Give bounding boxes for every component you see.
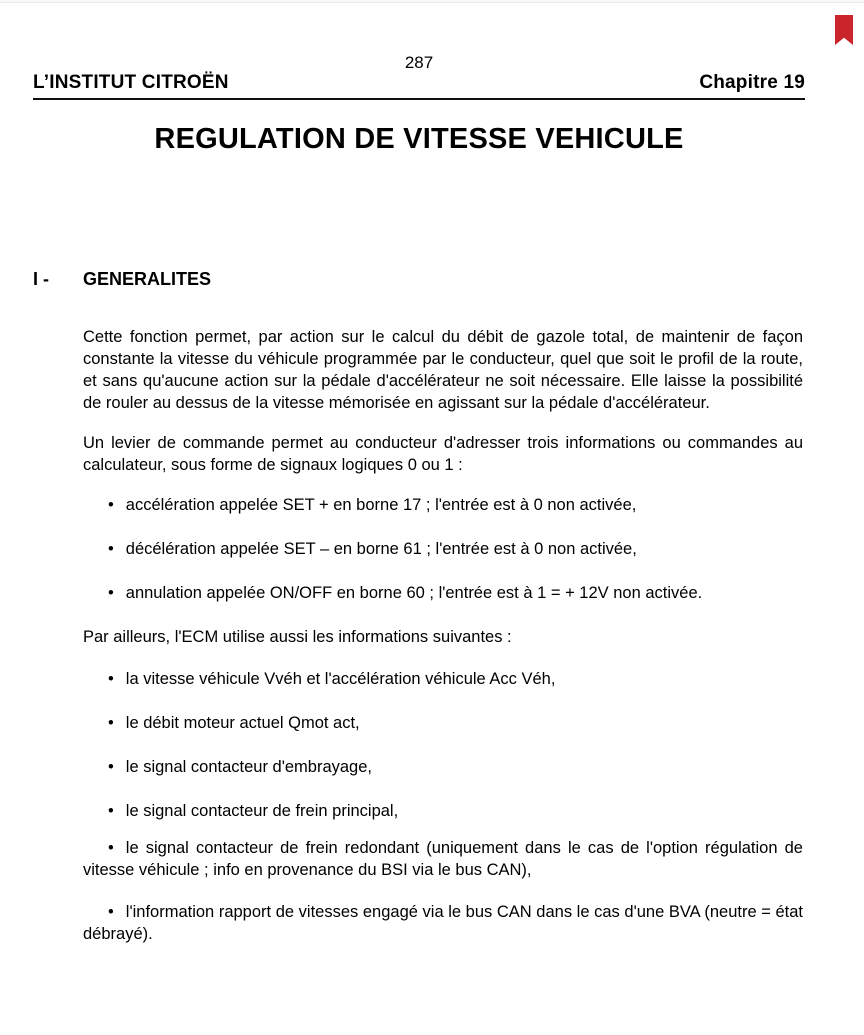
bullet-icon: • xyxy=(108,584,114,602)
page-number: 287 xyxy=(404,53,434,72)
bookmark-icon[interactable] xyxy=(835,15,853,45)
list-item-text: l'information rapport de vitesses engagé via le bus CAN dans le cas d'une BVA (neutre = état débrayé). xyxy=(83,903,803,943)
paragraph-ecm-informations: Par ailleurs, l'ECM utilise aussi les informations suivantes : xyxy=(83,628,512,646)
list-item-text: le signal contacteur de frein redondant (uniquement dans le cas de l'option régulation de vitesse véhicule ; info en provenance du BSI via le bus CAN), xyxy=(83,839,803,879)
list-item-text: le signal contacteur de frein principal, xyxy=(125,802,399,820)
list-item-text: annulation appelée ON/OFF en borne 60 ; l'entrée est à 1 = + 12V non activée. xyxy=(125,584,703,602)
list-item-text: accélération appelée SET + en borne 17 ; l'entrée est à 0 non activée, xyxy=(125,496,637,514)
bullet-icon: • xyxy=(108,802,114,820)
document-page xyxy=(33,0,805,945)
list-item-rapport-vitesses xyxy=(83,901,803,945)
paragraph-generalites-1: Cette fonction permet, par action sur le calcul du débit de gazole total, de maintenir de façon constante la vitesse du véhicule programmée par le conducteur, quel que soit le profil de la route, et sans qu'aucune action sur la pédale d'accélérateur ne soit nécessaire. Elle laisse la possibilité de rouler au dessus de la vitesse mémorisée en agissant sur la pédale d'accélérateur. xyxy=(83,328,803,412)
section-heading xyxy=(33,268,805,308)
list-item-debit-moteur xyxy=(83,712,803,734)
page-header xyxy=(33,73,805,100)
page-title: REGULATION DE VITESSE VEHICULE xyxy=(154,123,684,155)
bullet-icon: • xyxy=(108,714,114,732)
list-item-vitesse-vehicule xyxy=(83,668,803,690)
bullet-icon: • xyxy=(108,839,114,857)
header-left-label: L’INSTITUT CITROËN xyxy=(33,72,229,93)
bullet-icon: • xyxy=(108,670,114,688)
list-item-text: le débit moteur actuel Qmot act, xyxy=(125,714,360,732)
list-item-text: décélération appelée SET – en borne 61 ; l'entrée est à 0 non activée, xyxy=(125,540,637,558)
bullet-icon: • xyxy=(108,496,114,514)
list-item-text: la vitesse véhicule Vvéh et l'accélération véhicule Acc Véh, xyxy=(125,670,556,688)
list-item-set-minus xyxy=(83,538,803,560)
list-item-frein-principal xyxy=(83,800,803,822)
section-number: I - xyxy=(33,269,49,289)
bullet-icon: • xyxy=(108,903,114,921)
bullet-icon: • xyxy=(108,758,114,776)
list-item-contacteur-embrayage xyxy=(83,756,803,778)
paragraph-levier-commande: Un levier de commande permet au conducteur d'adresser trois informations ou commandes au calculateur, sous forme de signaux logiques 0 ou 1 : xyxy=(83,434,803,474)
section-body xyxy=(83,326,803,945)
list-item-set-plus xyxy=(83,494,803,516)
header-right-label: Chapitre 19 xyxy=(699,72,805,93)
bullet-icon: • xyxy=(108,540,114,558)
section-heading-label: GENERALITES xyxy=(83,269,212,289)
list-item-frein-redondant xyxy=(83,837,803,881)
list-item-on-off xyxy=(83,582,803,604)
list-item-text: le signal contacteur d'embrayage, xyxy=(125,758,372,776)
